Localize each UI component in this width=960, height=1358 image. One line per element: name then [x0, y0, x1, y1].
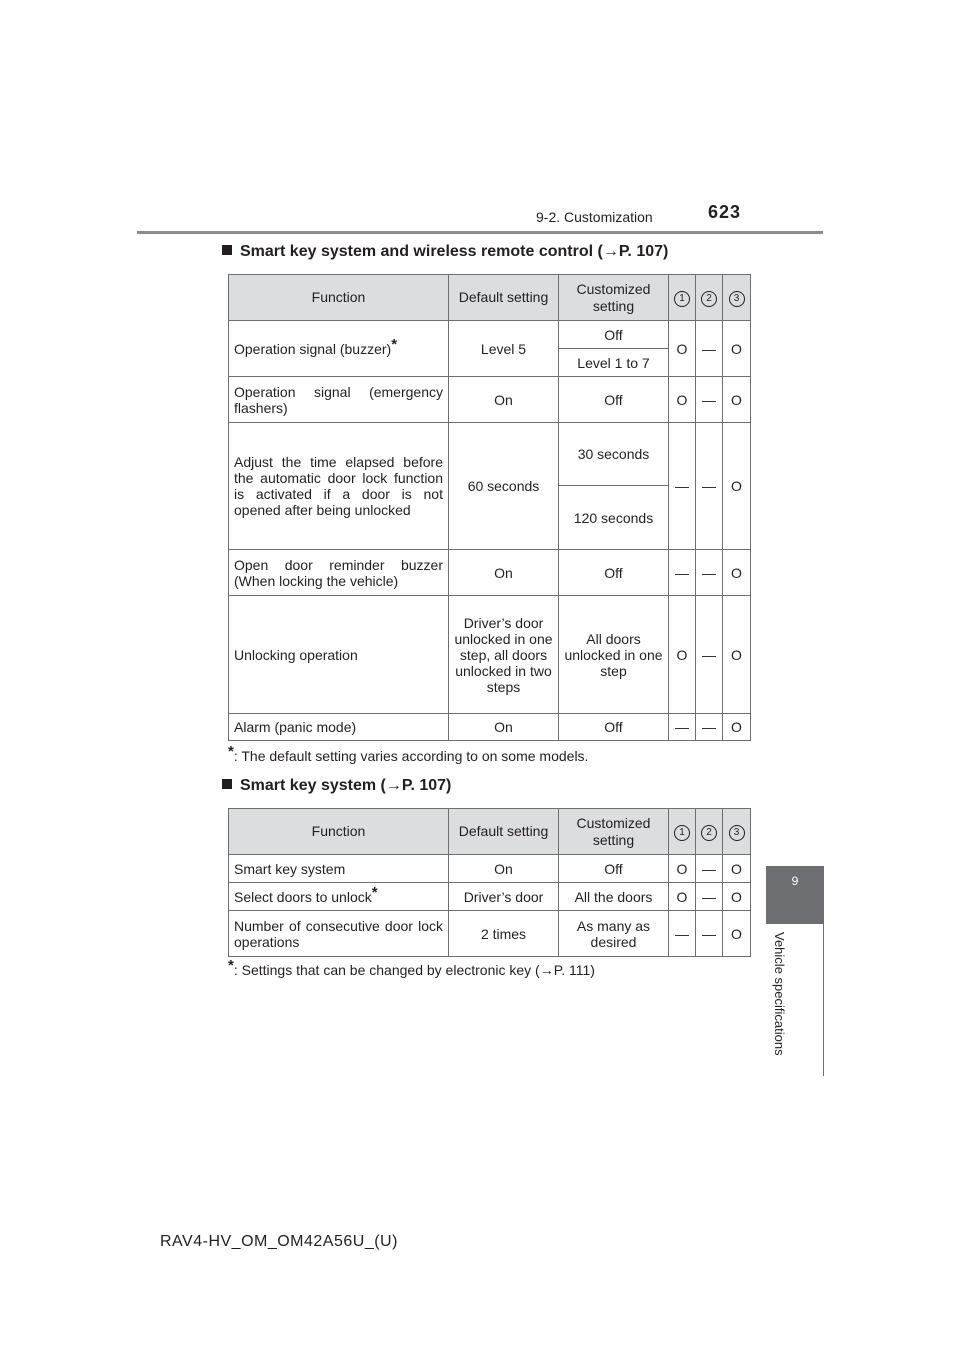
chapter-tab	[766, 866, 824, 924]
table-row	[229, 550, 751, 596]
function-cell: Operation signal (buzzer)*	[229, 321, 449, 377]
c1-cell: —	[669, 550, 696, 596]
c3-cell: O	[723, 321, 751, 377]
default-cell: 2 times	[449, 911, 559, 957]
function-cell: Number of consecutive door lock operations	[229, 911, 449, 957]
custom-cell: Off	[559, 550, 669, 596]
custom-cell: All doors unlocked in one step	[559, 596, 669, 714]
c2-cell: —	[696, 377, 723, 423]
c2-cell: —	[696, 596, 723, 714]
square-bullet-icon	[222, 779, 232, 789]
default-cell: Driver’s door unlocked in one step, all doors unlocked in two steps	[449, 596, 559, 714]
c2-cell: —	[696, 321, 723, 377]
table-row	[229, 321, 751, 349]
c1-cell: O	[669, 596, 696, 714]
custom-cell: Off	[559, 714, 669, 741]
c3-cell: O	[723, 911, 751, 957]
custom-cell: Off	[559, 321, 669, 349]
col-1: 1	[669, 275, 696, 321]
c3-cell: O	[723, 883, 751, 911]
c1-cell: O	[669, 377, 696, 423]
square-bullet-icon	[222, 245, 232, 255]
custom-cell: 120 seconds	[559, 486, 669, 550]
function-cell: Adjust the time elapsed before the automatic door lock function is activated if a door is not opened after being unlocked	[229, 423, 449, 550]
c3-cell: O	[723, 855, 751, 883]
function-cell: Alarm (panic mode)	[229, 714, 449, 741]
default-cell: On	[449, 714, 559, 741]
table-row	[229, 883, 751, 911]
c1-cell: O	[669, 855, 696, 883]
c1-cell: O	[669, 321, 696, 377]
smart-key-table	[228, 808, 751, 957]
function-cell: Select doors to unlock*	[229, 883, 449, 911]
default-cell: Level 5	[449, 321, 559, 377]
table1-heading: Smart key system and wireless remote control (→P. 107)	[222, 243, 668, 261]
c3-cell: O	[723, 423, 751, 550]
document-code: RAV4-HV_OM_OM42A56U_(U)	[160, 1233, 398, 1250]
col-customized: Customized setting	[559, 809, 669, 855]
default-cell: On	[449, 377, 559, 423]
custom-cell: Off	[559, 377, 669, 423]
function-cell: Open door reminder buzzer (When locking the vehicle)	[229, 550, 449, 596]
c2-cell: —	[696, 883, 723, 911]
custom-cell: All the doors	[559, 883, 669, 911]
function-cell: Unlocking operation	[229, 596, 449, 714]
table-header-row	[229, 275, 751, 321]
section-title: 9-2. Customization	[536, 209, 653, 225]
custom-cell: Off	[559, 855, 669, 883]
function-cell: Operation signal (emergency flashers)	[229, 377, 449, 423]
c2-cell: —	[696, 714, 723, 741]
col-2: 2	[696, 275, 723, 321]
c2-cell: —	[696, 855, 723, 883]
col-default: Default setting	[449, 809, 559, 855]
table1-footnote: *: The default setting varies according to on some models.	[228, 743, 589, 764]
c3-cell: O	[723, 550, 751, 596]
c2-cell: —	[696, 423, 723, 550]
c1-cell: —	[669, 714, 696, 741]
table-row	[229, 911, 751, 957]
c3-cell: O	[723, 714, 751, 741]
col-3: 3	[723, 275, 751, 321]
table-row	[229, 423, 751, 486]
c2-cell: —	[696, 911, 723, 957]
table-header-row	[229, 809, 751, 855]
table-row	[229, 714, 751, 741]
chapter-number: 9	[791, 874, 799, 888]
smart-key-remote-table	[228, 274, 751, 741]
chapter-label: Vehicle specifications	[772, 932, 787, 1056]
default-cell: 60 seconds	[449, 423, 559, 550]
col-2: 2	[696, 809, 723, 855]
default-cell: On	[449, 855, 559, 883]
col-function: Function	[229, 275, 449, 321]
col-customized: Customized setting	[559, 275, 669, 321]
c1-cell: —	[669, 423, 696, 550]
c3-cell: O	[723, 377, 751, 423]
default-cell: Driver’s door	[449, 883, 559, 911]
chapter-tab-rule	[823, 866, 824, 1076]
custom-cell: Level 1 to 7	[559, 349, 669, 377]
table-row	[229, 855, 751, 883]
function-cell: Smart key system	[229, 855, 449, 883]
custom-cell: 30 seconds	[559, 423, 669, 486]
c1-cell: O	[669, 883, 696, 911]
table2-footnote: *: Settings that can be changed by electronic key (→P. 111)	[228, 957, 595, 978]
c3-cell: O	[723, 596, 751, 714]
col-function: Function	[229, 809, 449, 855]
table-row	[229, 596, 751, 714]
col-3: 3	[723, 809, 751, 855]
col-default: Default setting	[449, 275, 559, 321]
table2-heading: Smart key system (→P. 107)	[222, 777, 451, 795]
col-1: 1	[669, 809, 696, 855]
header-divider	[137, 231, 823, 234]
custom-cell: As many as desired	[559, 911, 669, 957]
c2-cell: —	[696, 550, 723, 596]
page-number: 623	[708, 202, 742, 222]
default-cell: On	[449, 550, 559, 596]
c1-cell: —	[669, 911, 696, 957]
table-row	[229, 377, 751, 423]
